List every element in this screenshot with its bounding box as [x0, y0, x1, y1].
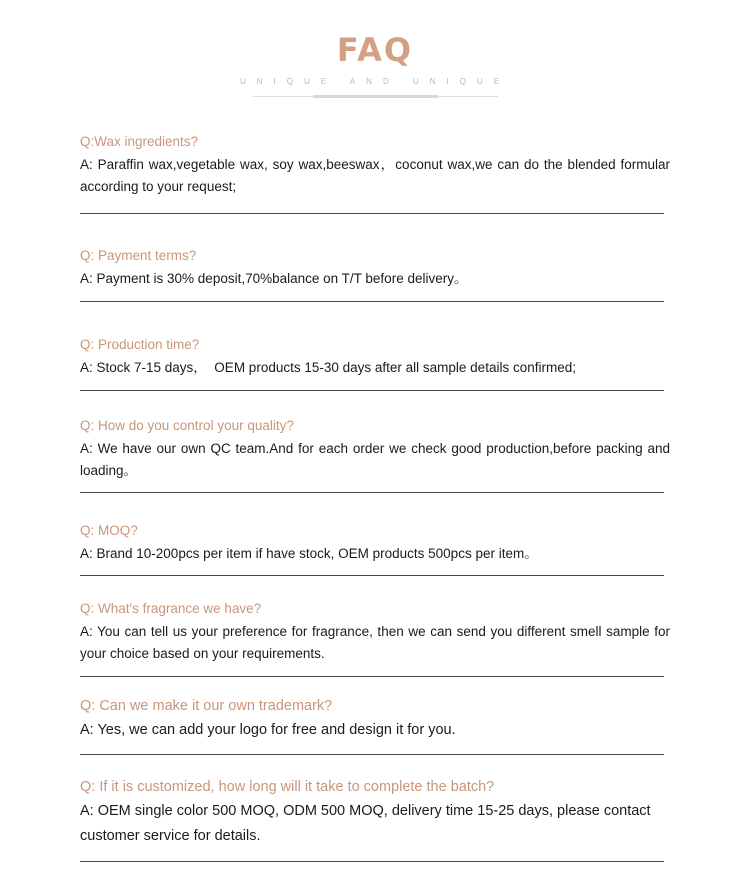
- faq-answer: A: Yes, we can add your logo for free and design it for you.: [80, 722, 456, 738]
- faq-answer: A: We have our own QC team.And for each order we check good production,before packing and loading。: [80, 441, 670, 478]
- faq-answer: A: Payment is 30% deposit,70%balance on T/T before delivery。: [80, 271, 468, 286]
- faq-answer: A: You can tell us your preference for fragrance, then we can send you different smell sample for your choice based on your requirements.: [80, 624, 670, 661]
- faq-answer: A: Brand 10-200pcs per item if have stock, OEM products 500pcs per item。: [80, 546, 538, 561]
- faq-question: Q:Wax ingredients?: [80, 134, 199, 149]
- faq-divider: [80, 861, 664, 862]
- faq-item-moq: [80, 523, 670, 576]
- page-subtitle: UNIQUE AND UNIQUE: [239, 77, 511, 86]
- faq-question: Q: Can we make it our own trademark?: [80, 698, 333, 714]
- faq-question: Q: Payment terms?: [80, 248, 197, 263]
- faq-divider: [80, 301, 664, 302]
- faq-item-payment-terms: [80, 248, 670, 302]
- faq-divider: [80, 575, 664, 576]
- faq-answer: A: OEM single color 500 MOQ, ODM 500 MOQ, delivery time 15-25 days, please contact customer service for details.: [80, 803, 651, 844]
- faq-question: Q: MOQ?: [80, 523, 138, 538]
- faq-item-fragrance: [80, 601, 670, 677]
- faq-item-customization-lead-time: [80, 779, 670, 862]
- faq-item-production-time: [80, 337, 670, 391]
- faq-divider: [80, 390, 664, 391]
- header-divider: [253, 95, 498, 98]
- faq-question: Q: Production time?: [80, 337, 200, 352]
- faq-header: [0, 30, 750, 98]
- header-divider-accent: [313, 95, 438, 98]
- faq-divider: [80, 676, 664, 677]
- faq-divider: [80, 213, 664, 214]
- faq-question: Q: How do you control your quality?: [80, 418, 294, 433]
- faq-divider: [80, 754, 664, 755]
- faq-divider: [80, 492, 664, 493]
- faq-question: Q: If it is customized, how long will it take to complete the batch?: [80, 779, 495, 795]
- faq-item-quality-control: [80, 418, 670, 493]
- faq-item-wax-ingredients: [80, 134, 670, 214]
- faq-answer: A: Stock 7-15 days， OEM products 15-30 days after all sample details confirmed;: [80, 360, 576, 375]
- faq-answer: A: Paraffin wax,vegetable wax, soy wax,beeswax，coconut wax,we can do the blended formular according to your request;: [80, 157, 670, 194]
- faq-item-trademark: [80, 698, 670, 755]
- page-title: FAQ: [336, 31, 414, 69]
- faq-question: Q: What's fragrance we have?: [80, 601, 262, 616]
